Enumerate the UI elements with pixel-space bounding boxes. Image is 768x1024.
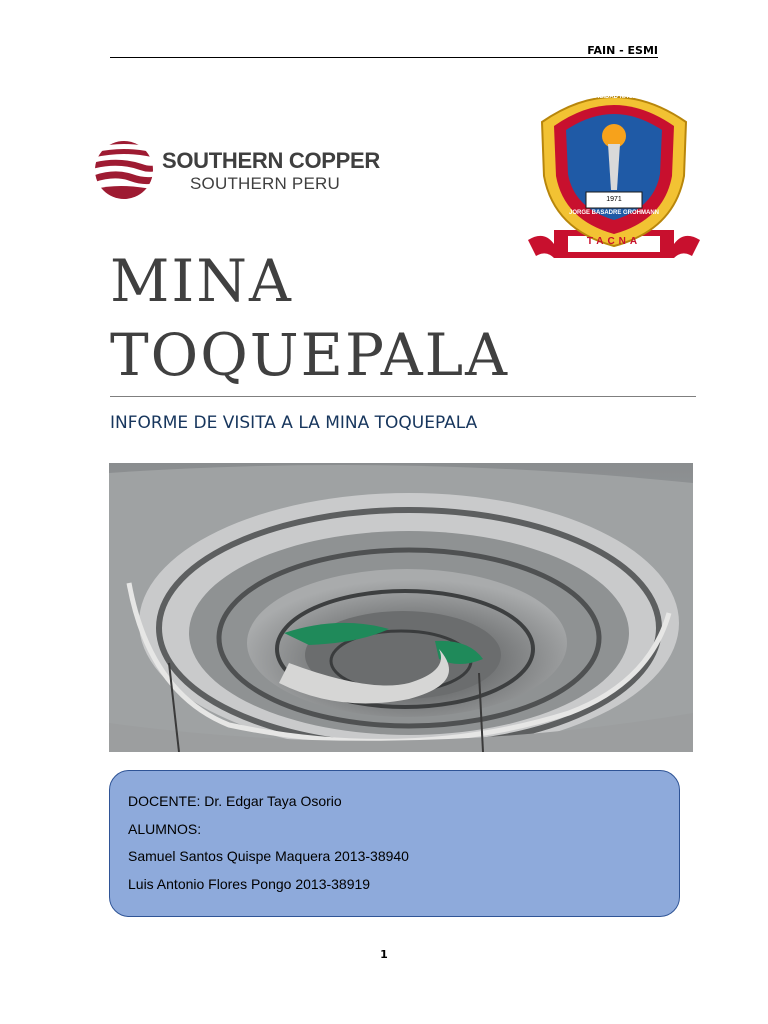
- title-line-2: TOQUEPALA: [110, 321, 509, 389]
- title-rule: [110, 396, 696, 397]
- header-rule: [110, 57, 658, 58]
- document-title: [110, 244, 670, 392]
- open-pit-mine-photo: [109, 463, 693, 752]
- title-line-1: MINA: [110, 247, 293, 315]
- seal-year: 1971: [606, 196, 622, 203]
- page-number: 1: [380, 948, 388, 961]
- southern-copper-name: SOUTHERN COPPER: [162, 148, 380, 173]
- seal-ribbon-text: TACNA: [586, 236, 642, 247]
- alumnos-label: ALUMNOS:: [128, 820, 202, 837]
- student-line: Luis Antonio Flores Pongo 2013-38919: [128, 875, 371, 892]
- info-box: [109, 770, 680, 917]
- student-line: Samuel Santos Quispe Maquera 2013-38940: [128, 848, 409, 864]
- header-tag: FAIN - ESMI: [587, 44, 658, 57]
- seal-ring-side-text: JORGE BASADRE GROHMANN: [568, 210, 659, 216]
- docente-line: DOCENTE: Dr. Edgar Taya Osorio: [128, 793, 342, 809]
- southern-peru-name: SOUTHERN PERU: [190, 174, 340, 193]
- seal-ring-top-text: UNIVERSIDAD NACIONAL: [576, 94, 652, 100]
- document-subtitle: INFORME DE VISITA A LA MINA TOQUEPALA: [110, 413, 478, 433]
